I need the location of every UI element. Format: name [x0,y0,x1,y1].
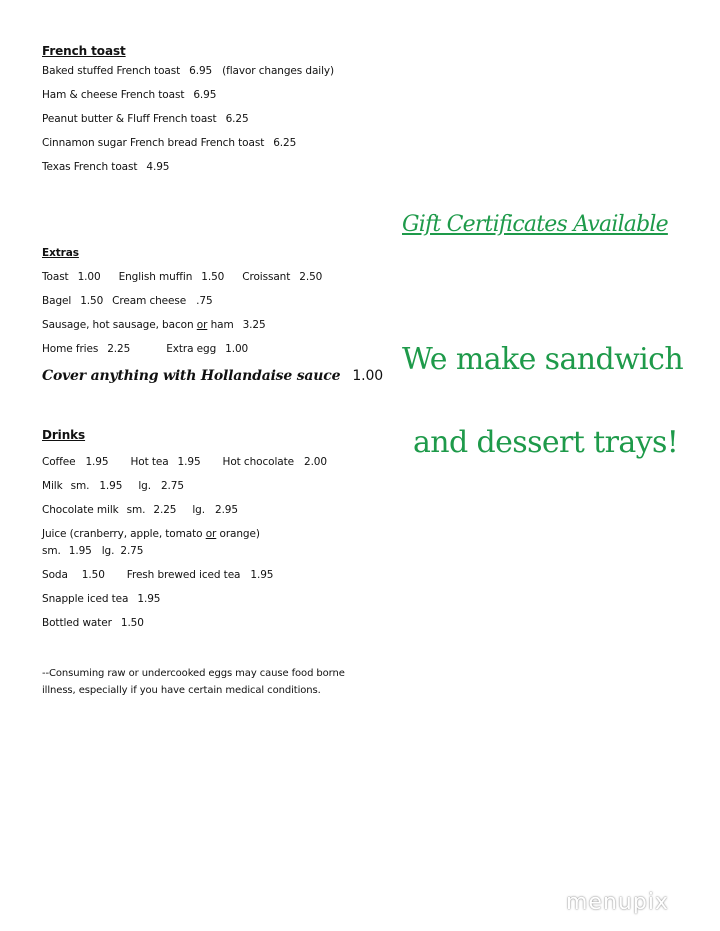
item-price: 1.00 [77,271,101,283]
menu-item [42,89,216,102]
size-label: sm. [126,504,146,516]
drinks-row [42,528,260,541]
size-label: sm. [42,545,61,557]
hollandaise-price: 1.00 [352,368,384,384]
drinks-heading: Drinks [42,428,86,442]
item-price: 2.95 [214,504,238,516]
item-price: 1.50 [81,569,105,581]
item-name: Texas French toast [42,161,138,173]
item-price: 1.00 [225,343,249,355]
item-price: 2.25 [107,343,131,355]
item-price: 3.25 [242,319,266,331]
menu-item [42,113,249,126]
item-name: Chocolate milk [42,504,119,516]
item-price: 2.00 [303,456,327,468]
item-price: 1.95 [85,456,109,468]
item-name: Milk [42,480,63,492]
item-price: 1.50 [80,295,104,307]
item-price: .75 [196,295,213,307]
item-price: 2.75 [160,480,184,492]
item-price: 1.50 [201,271,225,283]
menu-item [42,65,334,78]
hollandaise-row [42,368,383,386]
item-name: Sausage, hot sausage, bacon [42,319,194,331]
drinks-row [42,569,273,582]
hollandaise-text: Cover anything with Hollandaise sauce [42,368,341,384]
item-price: 6.95 [193,89,217,101]
item-name: Peanut butter & Fluff French toast [42,113,217,125]
extras-heading: Extras [42,247,79,259]
sandwich-trays-line: We make sandwich [402,342,684,377]
item-price: 6.25 [225,113,249,125]
item-note: (flavor changes daily) [222,65,335,77]
item-name: Soda [42,569,68,581]
drinks-row [42,504,238,517]
drinks-row [42,617,144,630]
item-name: English muffin [118,271,193,283]
item-name: Ham & cheese French toast [42,89,185,101]
item-name: Bagel [42,295,72,307]
item-price: 2.50 [299,271,323,283]
item-price: 1.95 [250,569,274,581]
item-name: Cinnamon sugar French bread French toast [42,137,265,149]
item-name: Baked stuffed French toast [42,65,181,77]
menu-item [42,137,296,150]
menu-item [42,161,169,174]
french-toast-heading: French toast [42,44,126,58]
item-price: 6.25 [273,137,297,149]
or-underlined: or [196,319,208,331]
item-name: Coffee [42,456,76,468]
extras-row [42,295,213,308]
item-name: ham [210,319,234,331]
item-name: Croissant [242,271,291,283]
item-name: Hot chocolate [222,456,294,468]
item-name: Toast [42,271,69,283]
item-price: 4.95 [146,161,170,173]
dessert-trays-line: and dessert trays! [413,425,679,460]
item-name: Home fries [42,343,99,355]
item-price: 1.50 [120,617,144,629]
drinks-row [42,456,327,469]
item-price: 6.95 [189,65,213,77]
size-label: sm. [70,480,90,492]
item-name: Bottled water [42,617,112,629]
watermark-logo: menupix [566,890,669,915]
extras-row [42,271,322,284]
drinks-row [42,480,184,493]
size-label: lg. [101,545,115,557]
gift-certificates-text: Gift Certificates Available [402,212,668,237]
drinks-row [42,593,160,606]
item-price: 2.25 [153,504,177,516]
item-price: 2.75 [120,545,144,557]
disclaimer-line: illness, especially if you have certain medical conditions. [42,685,321,696]
size-label: lg. [138,480,151,492]
extras-row [42,343,248,356]
item-name: orange) [219,528,260,540]
extras-row [42,319,266,332]
item-name: Snapple iced tea [42,593,129,605]
item-name: Hot tea [130,456,169,468]
size-label: lg. [192,504,205,516]
item-price: 1.95 [177,456,201,468]
drinks-row [42,545,143,558]
item-price: 1.95 [137,593,161,605]
disclaimer-line: --Consuming raw or undercooked eggs may cause food borne [42,668,345,679]
item-name: Cream cheese [112,295,187,307]
or-underlined: or [205,528,217,540]
item-name: Juice (cranberry, apple, tomato [42,528,203,540]
item-name: Fresh brewed iced tea [126,569,241,581]
item-price: 1.95 [99,480,123,492]
item-price: 1.95 [68,545,92,557]
item-name: Extra egg [166,343,217,355]
